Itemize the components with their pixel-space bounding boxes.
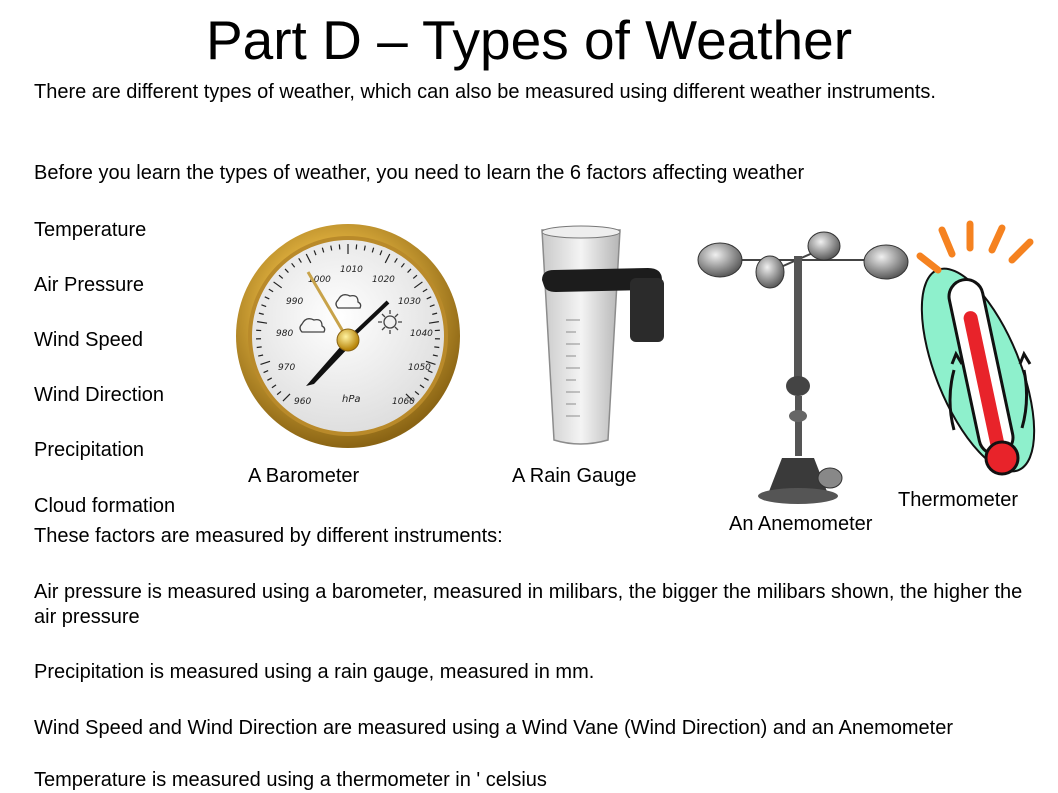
explain-paragraph-2: Precipitation is measured using a rain gauge, measured in mm. [34,661,595,683]
barometer-tick [434,347,439,348]
intro-paragraph-2: Before you learn the types of weather, you need to learn the 6 factors affecting weather [34,162,805,184]
barometer-scale-960: 960 [294,397,312,407]
barometer-scale-1020: 1020 [372,275,395,285]
barometer-scale-1040: 1040 [410,329,433,339]
barometer-scale-970: 970 [278,363,296,373]
rain-gauge-caption: A Rain Gauge [512,465,637,487]
rain-gauge-image [528,220,674,456]
barometer-scale-1030: 1030 [398,297,421,307]
barometer-unit: hPa [342,394,361,405]
thermometer-caption: Thermometer [898,489,1019,511]
explain-paragraph-3: Wind Speed and Wind Direction are measured using a Wind Vane (Wind Direction) and an Anemometer [34,717,953,739]
explain-paragraph-1: Air pressure is measured using a barometer, measured in milibars, the bigger the milibars shown, the higher the air pressure [34,581,1023,628]
barometer-scale-1010: 1010 [340,265,363,275]
factor-temperature: Temperature [34,219,147,241]
factor-cloud-formation: Cloud formation [34,495,176,517]
barometer-tick [257,347,262,348]
barometer-scale-980: 980 [276,329,294,339]
barometer-image [222,218,494,450]
factor-precipitation: Precipitation [34,439,145,461]
anemometer-caption: An Anemometer [729,513,873,535]
barometer-scale-1060: 1060 [392,397,415,407]
barometer-caption: A Barometer [248,465,360,487]
barometer-scale-1000: 1000 [308,275,331,285]
intro-paragraph-1: There are different types of weather, which can also be measured using different weather instruments. [34,81,936,103]
thermometer-image [912,220,1036,488]
barometer-scale-990: 990 [286,297,304,307]
anemometer-image [694,226,912,522]
barometer-scale-1050: 1050 [408,363,431,373]
explain-paragraph-0: These factors are measured by different instruments: [34,525,503,547]
explain-paragraph-4: Temperature is measured using a thermometer in ' celsius [34,769,547,791]
factor-wind-speed: Wind Speed [34,329,143,351]
factor-wind-direction: Wind Direction [34,384,165,406]
slide-title: Part D – Types of Weather [205,9,853,71]
factor-air-pressure: Air Pressure [34,274,145,296]
